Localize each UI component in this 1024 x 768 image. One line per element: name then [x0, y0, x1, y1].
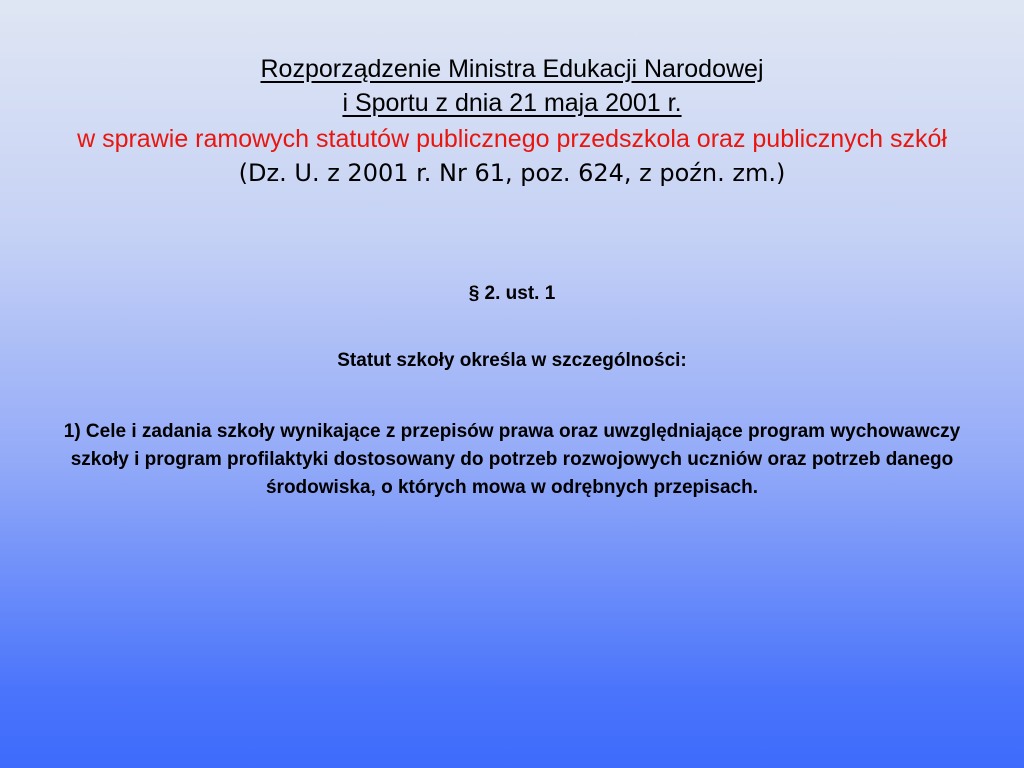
- title-block: [40, 52, 984, 190]
- section-number: § 2. ust. 1: [468, 283, 556, 304]
- statute-intro: Statut szkoły określa w szczególności:: [337, 350, 687, 371]
- regulation-title-line-2: i Sportu z dnia 21 maja 2001 r.: [342, 89, 682, 117]
- journal-reference: (Dz. U. z 2001 r. Nr 61, poz. 624, z poźn. zm.): [238, 159, 786, 187]
- statute-point-1: 1) Cele i zadania szkoły wynikające z przepisów prawa oraz uwzględniające program wychowawczy szkoły i program profilaktyki dostosowany do potrzeb rozwojowych uczniów oraz potrzeb danego środowiska, o których mowa w odrębnych przepisach.: [63, 421, 961, 498]
- regulation-subject: w sprawie ramowych statutów publicznego przedszkola oraz publicznych szkół: [77, 125, 947, 153]
- regulation-title-line-1: Rozporządzenie Ministra Edukacji Narodowej: [260, 55, 764, 83]
